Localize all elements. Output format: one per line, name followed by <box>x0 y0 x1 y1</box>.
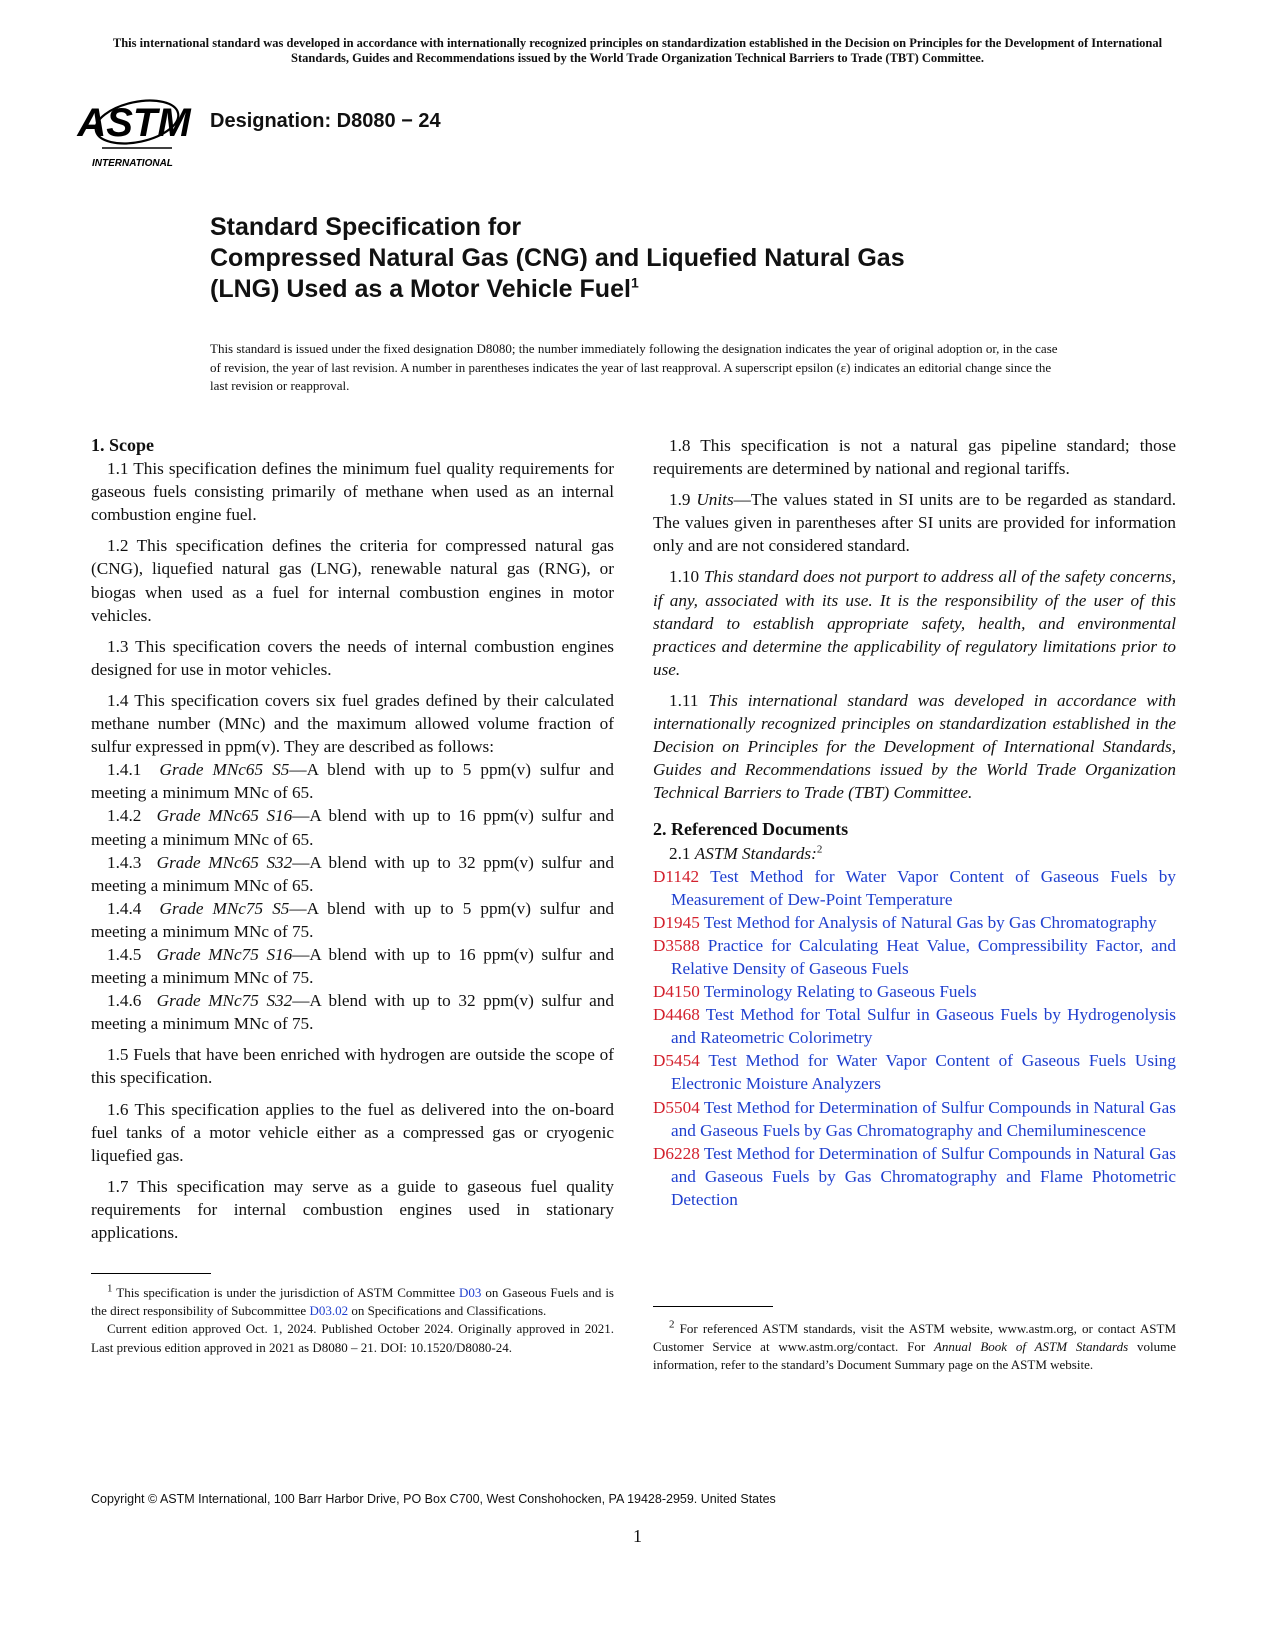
title-line-3: (LNG) Used as a Motor Vehicle Fuel$^1$ <box>210 274 639 303</box>
astm-standards-intro: 2.1 ASTM Standards:$^2$ <box>669 842 823 863</box>
footnote-1-edition: Current edition approved Oct. 1, 2024. Published October 2024. Originally approved in 2021. Last previous edition approved in 2021 as D8080 – 21. DOI: 10.1520/D8080-24. <box>91 1321 614 1355</box>
reference-item[interactable]: D4468 Test Method for Total Sulfur in Gaseous Fuels by Hydrogenolysis and Rateometric Colorimetry <box>653 1005 1176 1048</box>
reference-item[interactable]: D3588 Practice for Calculating Heat Value, Compressibility Factor, and Relative Density of Gaseous Fuels <box>653 935 1176 978</box>
designation: Designation: D8080 − 24 <box>210 110 441 132</box>
grade-item: 1.4.5 Grade MNc75 S16—A blend with up to 16 ppm(v) sulfur and meeting a minimum MNc of 75. <box>91 944 614 988</box>
footnote-2 <box>653 1320 1176 1375</box>
grade-item: 1.4.1 Grade MNc65 S5—A blend with up to 5 ppm(v) sulfur and meeting a minimum MNc of 65. <box>91 760 615 803</box>
paragraph-1-9: 1.9 Units—The values stated in SI units are to be regarded as standard. The values given in parentheses after SI units are provided for information only and are not considered standard. <box>653 490 1177 556</box>
paragraph-1-10: 1.10 This standard does not purport to address all of the safety concerns, if any, associated with its use. It is the responsibility of the user of this standard to establish appropriate safety, health, and environmental practices and determine the applicability of regulatory limitations prior to use. <box>653 567 1176 679</box>
paragraph-1-11: 1.11 This international standard was developed in accordance with internationally recognized principles on standardization established in the Decision on Principles for the Development of International Standards, Guides and Recommendations issued by the World Trade Organization Technical Barriers to Trade (TBT) Committee. <box>653 690 1177 803</box>
reference-item[interactable]: D1945 Test Method for Analysis of Natural Gas by Gas Chromatography <box>653 912 1157 932</box>
grade-item: 1.4.6 Grade MNc75 S32—A blend with up to 32 ppm(v) sulfur and meeting a minimum MNc of 75. <box>91 991 614 1034</box>
document-title <box>210 212 1090 305</box>
subcommittee-d0302-link[interactable]: D03.02 <box>309 1303 349 1319</box>
reference-item[interactable]: D4150 Terminology Relating to Gaseous Fuels <box>653 982 977 1002</box>
reference-item[interactable]: D1142 Test Method for Water Vapor Content of Gaseous Fuels by Measurement of Dew-Point Temperature <box>653 866 1176 909</box>
paragraph-1-4: 1.4 This specification covers six fuel grades defined by their calculated methane number (MNc) and the maximum allowed volume fraction of sulfur expressed in ppm(v). They are described as follows: <box>91 690 614 757</box>
paragraph-1-7: 1.7 This specification may serve as a guide to gaseous fuel quality requirements for internal combustion engines used in stationary applications. <box>91 1176 614 1242</box>
footnote-divider-left <box>91 1273 211 1274</box>
paragraph-1-6: 1.6 This specification applies to the fuel as delivered into the on-board fuel tanks of a motor vehicle either as a compressed gas or cryogenic liquefied gas. <box>91 1099 614 1165</box>
right-column <box>653 434 1176 1211</box>
issued-statement: This standard is issued under the fixed designation D8080; the number immediately following the designation indicates the year of original adoption or, in the case of revision, the year of last revision. A number in parentheses indicates the year of last reapproval. A superscript epsilon (ε) indicates an editorial change since the last revision or reapproval. <box>210 341 1058 393</box>
paragraph-1-1: 1.1 This specification defines the minimum fuel quality requirements for gaseous fuels consisting primarily of methane when used as an internal combustion engine fuel. <box>91 459 614 525</box>
title-footnote-mark[interactable]: 1 <box>630 274 639 291</box>
scope-heading: 1. Scope <box>91 435 154 455</box>
paragraph-1-3: 1.3 This specification covers the needs of internal combustion engines designed for use in motor vehicles. <box>91 636 614 679</box>
astm-logo-icon <box>77 88 202 174</box>
grade-item: 1.4.2 Grade MNc65 S16—A blend with up to 16 ppm(v) sulfur and meeting a minimum MNc of 65. <box>91 806 614 849</box>
page-number: 1 <box>633 1526 642 1546</box>
paragraph-1-5: 1.5 Fuels that have been enriched with hydrogen are outside the scope of this specification. <box>91 1045 614 1088</box>
paragraph-1-8: 1.8 This specification is not a natural gas pipeline standard; those requirements are determined by national and regional tariffs. <box>653 436 1176 479</box>
svg-text:ASTM: ASTM <box>77 101 191 145</box>
wto-notice: This international standard was developed in accordance with internationally recognized principles on standardization established in the Decision on Principles for the Development of International Standards, Guides and Recommendations issued by the World Trade Organization Technical Barriers to Trade (TBT) Committee. <box>112 36 1163 65</box>
reference-item[interactable]: D5454 Test Method for Water Vapor Content of Gaseous Fuels Using Electronic Moisture Analyzers <box>653 1051 1176 1094</box>
grade-item: 1.4.4 Grade MNc75 S5—A blend with up to 5 ppm(v) sulfur and meeting a minimum MNc of 75. <box>91 898 615 941</box>
svg-text:INTERNATIONAL: INTERNATIONAL <box>92 158 173 169</box>
grade-item: 1.4.3 Grade MNc65 S32—A blend with up to 32 ppm(v) sulfur and meeting a minimum MNc of 65. <box>91 852 614 895</box>
footnote-1-text: $^1$ This specification is under the jurisdiction of ASTM Committee D03 on Gaseous Fuels and is the direct responsibility of Subcommittee D03.02 on Specifications and Classifications. <box>91 1282 614 1319</box>
title-line-1: Standard Specification for <box>210 213 522 241</box>
paragraph-1-2: 1.2 This specification defines the criteria for compressed natural gas (CNG), liquefied natural gas (LNG), renewable natural gas (RNG), or biogas when used as a fuel for internal combustion engines in motor vehicles. <box>91 536 614 625</box>
footnote-divider-right <box>653 1306 773 1307</box>
reference-item[interactable]: D6228 Test Method for Determination of Sulfur Compounds in Natural Gas and Gaseous Fuels by Gas Chromatography and Flame Photometric Detection <box>653 1143 1176 1209</box>
left-column <box>91 434 614 1244</box>
footnote-2-text: $^2$ For referenced ASTM standards, visit the ASTM website, www.astm.org, or contact ASTM Customer Service at www.astm.org/contact. For Annual Book of ASTM Standards volume information, refer to the standard’s Document Summary page on the ASTM website. <box>653 1318 1177 1373</box>
footnote-2-mark[interactable]: 2 <box>816 842 823 855</box>
committee-d03-link[interactable]: D03 <box>459 1285 482 1300</box>
footnote-1 <box>91 1284 614 1357</box>
referenced-documents-heading: 2. Referenced Documents <box>653 819 849 840</box>
title-line-2: Compressed Natural Gas (CNG) and Liquefied Natural Gas <box>210 244 905 272</box>
astm-logo <box>77 88 202 174</box>
copyright: Copyright © ASTM International, 100 Barr Harbor Drive, PO Box C700, West Conshohocken, PA 19428-2959. United States <box>91 1492 776 1506</box>
reference-item[interactable]: D5504 Test Method for Determination of Sulfur Compounds in Natural Gas and Gaseous Fuels by Gas Chromatography and Chemiluminescence <box>653 1097 1176 1140</box>
